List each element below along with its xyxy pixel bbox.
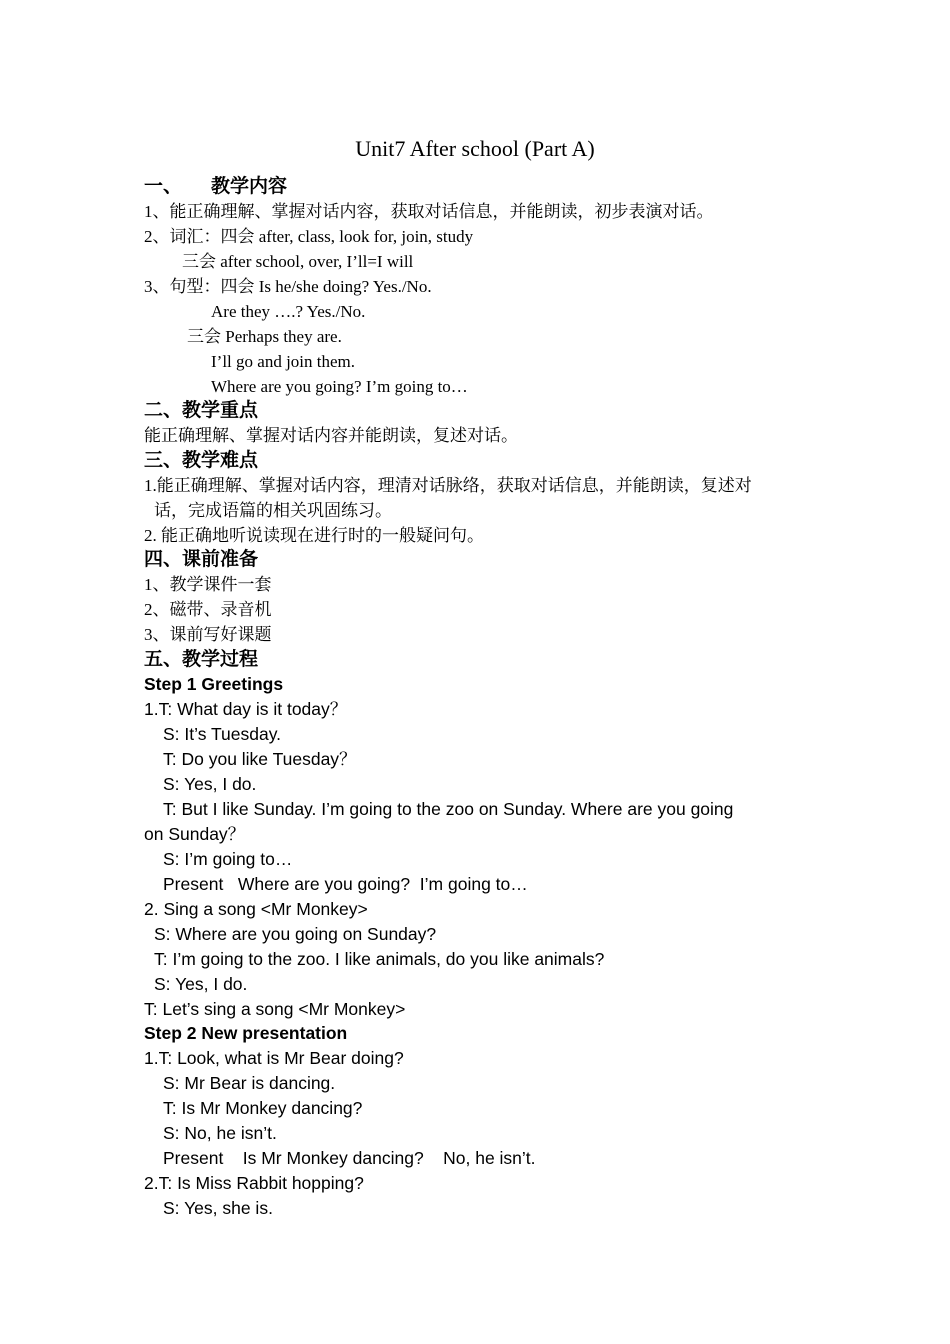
section-1-heading: 教学内容 bbox=[211, 175, 288, 197]
section-3-line: 2. 能正确地听说读现在进行时的一般疑问句。 bbox=[144, 526, 484, 545]
step-1-line: on Sunday？ bbox=[144, 824, 246, 844]
step-1-line: Present Where are you going? I’m going to… bbox=[163, 874, 528, 894]
section-4-line: 2、磁带、录音机 bbox=[144, 600, 272, 619]
section-1-line: Where are you going? I’m going to… bbox=[211, 377, 468, 396]
step-1-line: S: I’m going to… bbox=[163, 849, 293, 869]
section-1-line: Are they ….? Yes./No. bbox=[211, 302, 366, 321]
section-4-line: 1、教学课件一套 bbox=[144, 575, 272, 594]
section-1-line: 三会 after school, over, I’ll=I will bbox=[182, 252, 414, 271]
step-2-line: T: Is Mr Monkey dancing? bbox=[163, 1098, 363, 1118]
step-1-line: S: It’s Tuesday. bbox=[163, 724, 282, 744]
section-1-line: 1、能正确理解、掌握对话内容，获取对话信息，并能朗读，初步表演对话。 bbox=[144, 202, 714, 221]
section-4-line: 3、课前写好课题 bbox=[144, 625, 272, 644]
step-1-line: T: I’m going to the zoo. I like animals, do you like animals? bbox=[154, 949, 605, 969]
step-1-line: 2. Sing a song <Mr Monkey> bbox=[144, 899, 368, 919]
step-1-line: S: Where are you going on Sunday? bbox=[154, 924, 437, 944]
step-1-title: Step 1 Greetings bbox=[144, 674, 284, 694]
section-1-line: I’ll go and join them. bbox=[211, 352, 356, 371]
step-2-line: S: Yes, she is. bbox=[163, 1198, 273, 1218]
section-3-line: 1.能正确理解、掌握对话内容，理清对话脉络，获取对话信息，并能朗读，复述对 bbox=[144, 476, 752, 495]
step-2-line: 1.T: Look, what is Mr Bear doing? bbox=[144, 1048, 404, 1068]
section-2-heading: 二、教学重点 bbox=[144, 399, 259, 421]
section-2-line: 能正确理解、掌握对话内容并能朗读，复述对话。 bbox=[144, 426, 518, 445]
step-1-line: 1.T: What day is it today？ bbox=[144, 699, 348, 719]
step-2-line: 2.T: Is Miss Rabbit hopping? bbox=[144, 1173, 364, 1193]
section-3-line: 话，完成语篇的相关巩固练习。 bbox=[154, 501, 392, 520]
step-1-line: S: Yes, I do. bbox=[163, 774, 257, 794]
section-4-heading: 四、课前准备 bbox=[144, 548, 259, 570]
section-1-line: 2、词汇：四会 after, class, look for, join, study bbox=[144, 227, 474, 246]
section-1-number: 一、 bbox=[144, 175, 183, 197]
section-5-heading: 五、教学过程 bbox=[144, 648, 259, 670]
step-1-line: T: Let’s sing a song <Mr Monkey> bbox=[144, 999, 406, 1019]
step-2-line: S: Mr Bear is dancing. bbox=[163, 1073, 336, 1093]
step-1-line: T: But I like Sunday. I’m going to the zoo on Sunday. Where are you going bbox=[163, 799, 734, 819]
section-1-line: 3、句型：四会 Is he/she doing? Yes./No. bbox=[144, 277, 432, 296]
step-2-line: S: No, he isn’t. bbox=[163, 1123, 277, 1143]
section-3-heading: 三、教学难点 bbox=[144, 449, 259, 471]
step-1-line: S: Yes, I do. bbox=[154, 974, 248, 994]
step-2-title: Step 2 New presentation bbox=[144, 1023, 348, 1043]
document-title: Unit7 After school (Part A) bbox=[355, 136, 595, 161]
section-1-line: 三会 Perhaps they are. bbox=[187, 327, 342, 346]
step-1-line: T: Do you like Tuesday？ bbox=[163, 749, 357, 769]
step-2-line: Present Is Mr Monkey dancing? No, he isn’t. bbox=[163, 1148, 536, 1168]
